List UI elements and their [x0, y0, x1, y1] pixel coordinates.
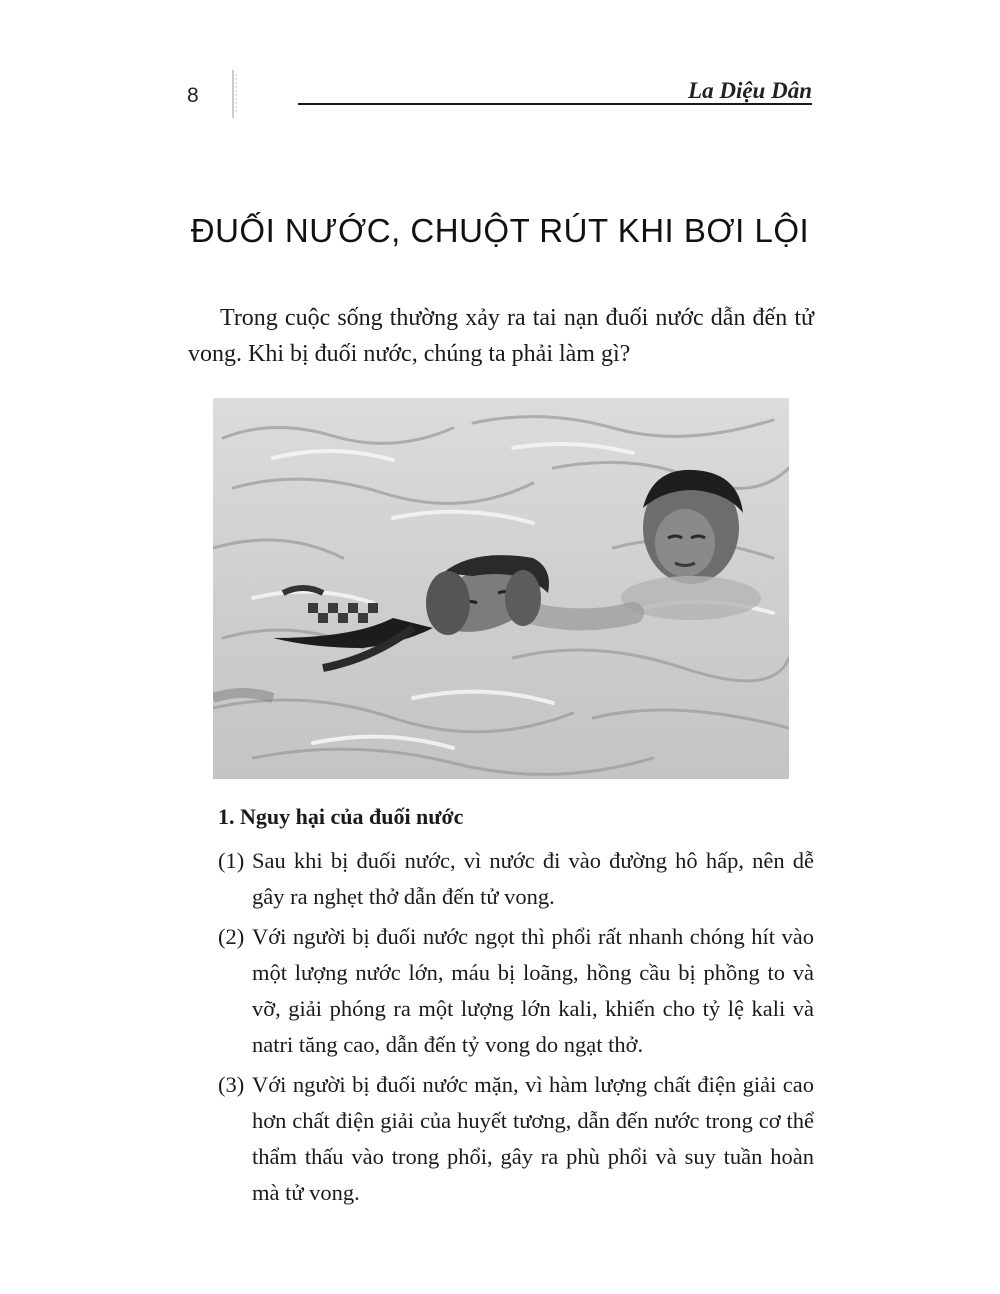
- list-item-text: Sau khi bị đuối nước, vì nước đi vào đường hô hấp, nên dễ gây ra nghẹt thở dẫn đến tử vong.: [252, 848, 814, 909]
- page-number: 8: [187, 84, 199, 107]
- chapter-title: ĐUỐI NƯỚC, CHUỘT RÚT KHI BƠI LỘI: [190, 212, 810, 249]
- list-item: [218, 1067, 814, 1211]
- header-ornament: [232, 70, 238, 118]
- rescue-photo: [213, 398, 789, 779]
- rescue-photo-drawing: [213, 398, 789, 779]
- hazard-list: [218, 843, 814, 1215]
- list-item-marker: (1): [218, 848, 245, 873]
- list-item-marker: (3): [218, 1072, 245, 1097]
- list-item: [218, 843, 814, 915]
- intro-paragraph: Trong cuộc sống thường xảy ra tai nạn đuối nước dẫn đến tử vong. Khi bị đuối nước, chúng ta phải làm gì?: [188, 305, 814, 367]
- list-item: [218, 919, 814, 1063]
- list-item-marker: (2): [218, 924, 245, 949]
- author-name: La Diệu Dân: [688, 78, 812, 103]
- section-heading: 1. Nguy hại của đuối nước: [218, 804, 464, 829]
- list-item-text: Với người bị đuối nước ngọt thì phổi rất nhanh chóng hít vào một lượng nước lớn, máu bị loãng, hồng cầu bị phồng to và vỡ, giải phóng ra một lượng lớn kali, khiến cho tỷ lệ kali và natri tăng cao, dẫn đến tỷ vong do ngạt thở.: [252, 924, 814, 1057]
- list-item-text: Với người bị đuối nước mặn, vì hàm lượng chất điện giải cao hơn chất điện giải của huyết tương, dẫn đến nước trong cơ thể thẩm thấu vào trong phổi, gây ra phù phổi và suy tuần hoàn mà tử vong.: [252, 1072, 814, 1205]
